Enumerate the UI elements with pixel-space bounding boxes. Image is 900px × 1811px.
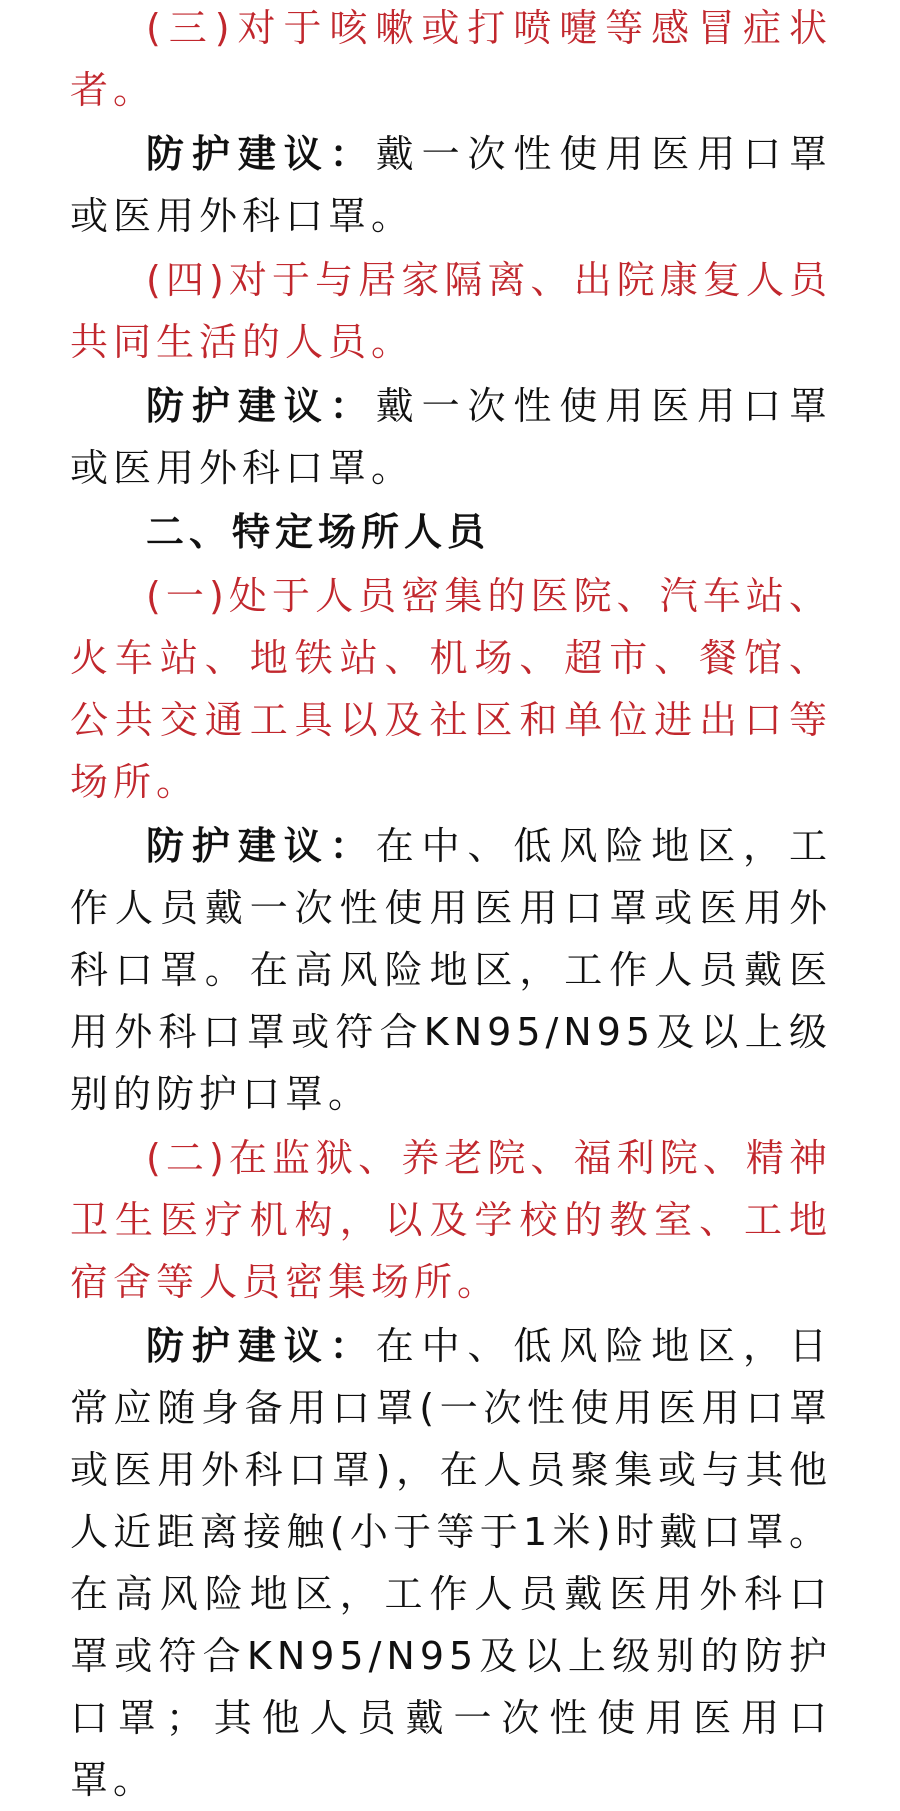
item4-title: (四)对于与居家隔离、出院康复人员共同生活的人员。 [70, 258, 832, 364]
item3-advice [70, 123, 832, 247]
advice-label: 防护建议： [146, 1324, 376, 1368]
advice-label: 防护建议： [146, 824, 376, 868]
advice-text: 戴一次性使用医用口罩或医用外科口罩。 [70, 132, 832, 238]
item3-title: (三)对于咳嗽或打喷嚏等感冒症状者。 [70, 6, 832, 112]
advice-text: 在中、低风险地区，日常应随身备用口罩(一次性使用医用口罩或医用外科口罩)，在人员聚集或与其他人近距离接触(小于等于1米)时戴口罩。在高风险地区，工作人员戴医用外科口罩或符合KN95/N95及以上级别的防护口罩；其他人员戴一次性使用医用口罩。 [70, 1324, 832, 1802]
section2-item2-advice [70, 1315, 832, 1811]
advice-text: 在中、低风险地区，工作人员戴一次性使用医用口罩或医用外科口罩。在高风险地区，工作人员戴医用外科口罩或符合KN95/N95及以上级别的防护口罩。 [70, 824, 832, 1116]
advice-label: 防护建议： [146, 132, 376, 176]
section2-item1-advice [70, 815, 832, 1125]
section2-item2-title: (二)在监狱、养老院、福利院、精神卫生医疗机构，以及学校的教室、工地宿舍等人员密集场所。 [70, 1136, 832, 1304]
section-heading: 二、特定场所人员 [146, 510, 491, 554]
advice-label: 防护建议： [146, 384, 376, 428]
section2-item1-title: (一)处于人员密集的医院、汽车站、火车站、地铁站、机场、超市、餐馆、公共交通工具以及社区和单位进出口等场所。 [70, 574, 832, 804]
item4-advice [70, 375, 832, 499]
advice-text: 戴一次性使用医用口罩或医用外科口罩。 [70, 384, 832, 490]
